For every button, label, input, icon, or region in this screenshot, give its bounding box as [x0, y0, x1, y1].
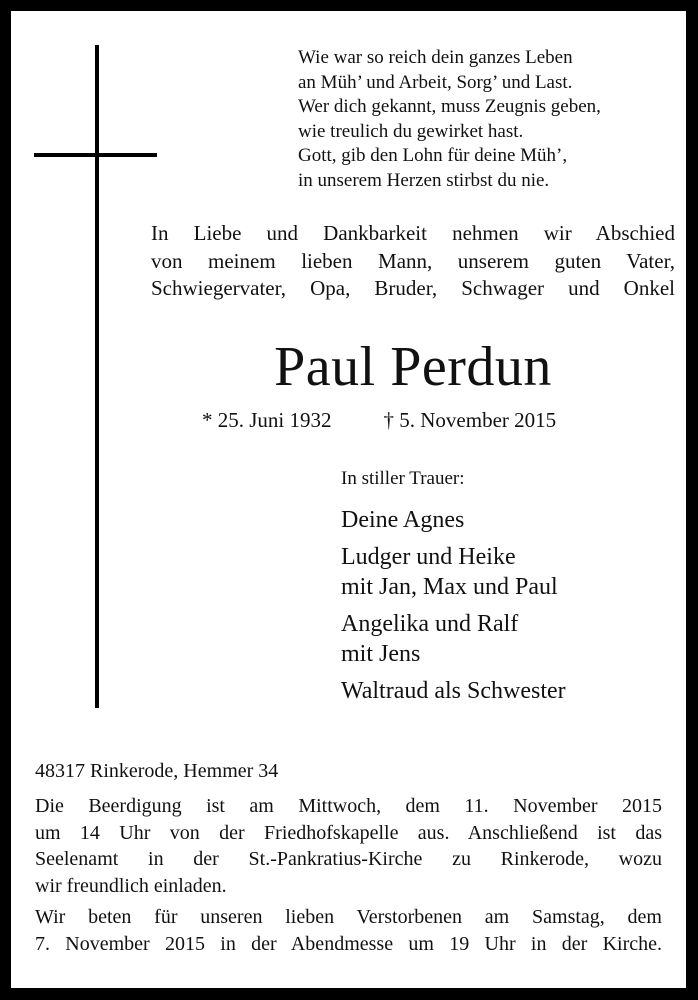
poem-line: Gott, gib den Lohn für deine Müh’,: [298, 145, 568, 167]
mourner-line: mit Jan, Max und Paul: [341, 574, 558, 600]
intro-line: In Liebe und Dankbarkeit nehmen wir Abschied: [151, 221, 675, 245]
intro-line: Schwiegervater, Opa, Bruder, Schwager und Onkel: [151, 276, 675, 300]
mourner-line: Ludger und Heike: [341, 544, 516, 570]
obituary-notice: [11, 11, 686, 988]
funeral-line: wir freundlich einladen.: [35, 874, 227, 897]
mourner-line: Waltraud als Schwester: [341, 678, 566, 704]
mourner-entry: [341, 505, 566, 535]
cross-vertical-bar: [95, 45, 99, 708]
address: 48317 Rinkerode, Hemmer 34: [35, 760, 279, 782]
poem-line: wie treulich du gewirket hast.: [298, 120, 524, 142]
funeral-line: Die Beerdigung ist am Mittwoch, dem 11. November 2015: [35, 795, 662, 817]
poem-line: Wer dich gekannt, muss Zeugnis geben,: [298, 96, 601, 118]
intro-line: von meinem lieben Mann, unserem guten Vater,: [151, 248, 675, 273]
poem-line: Wie war so reich dein ganzes Leben: [298, 47, 573, 68]
mourner-line: Angelika und Ralf: [341, 611, 519, 637]
intro-text: [151, 220, 675, 303]
prayer-details: [35, 904, 662, 957]
mourner-line: mit Jens: [341, 641, 421, 667]
mourner-entry: [341, 542, 566, 602]
cross-horizontal-bar: [34, 153, 157, 157]
mourner-line: Deine Agnes: [341, 507, 465, 533]
mourners-list: [341, 466, 566, 713]
death-date: † 5. November 2015: [383, 408, 557, 432]
mourning-label: In stiller Trauer:: [341, 468, 465, 489]
birth-date: * 25. Juni 1932: [202, 408, 332, 432]
funeral-line: Seelenamt in der St.-Pankratius-Kirche zu Rinkerode, wozu: [35, 848, 662, 870]
funeral-line: um 14 Uhr von der Friedhofskapelle aus. Anschließend ist das: [35, 821, 662, 844]
mourner-entry: [341, 609, 566, 669]
prayer-line: 7. November 2015 in der Abendmesse um 19 Uhr in der Kirche.: [35, 932, 662, 955]
prayer-line: Wir beten für unseren lieben Verstorbenen am Samstag, dem: [35, 906, 662, 928]
poem-line: an Müh’ und Arbeit, Sorg’ und Last.: [298, 71, 573, 93]
poem-line: in unserem Herzen stirbst du nie.: [298, 169, 550, 191]
life-dates: [202, 406, 556, 434]
funeral-details: [35, 793, 662, 899]
mourner-entry: [341, 676, 566, 706]
deceased-name: Paul Perdun: [274, 336, 552, 398]
poem: [298, 46, 601, 194]
